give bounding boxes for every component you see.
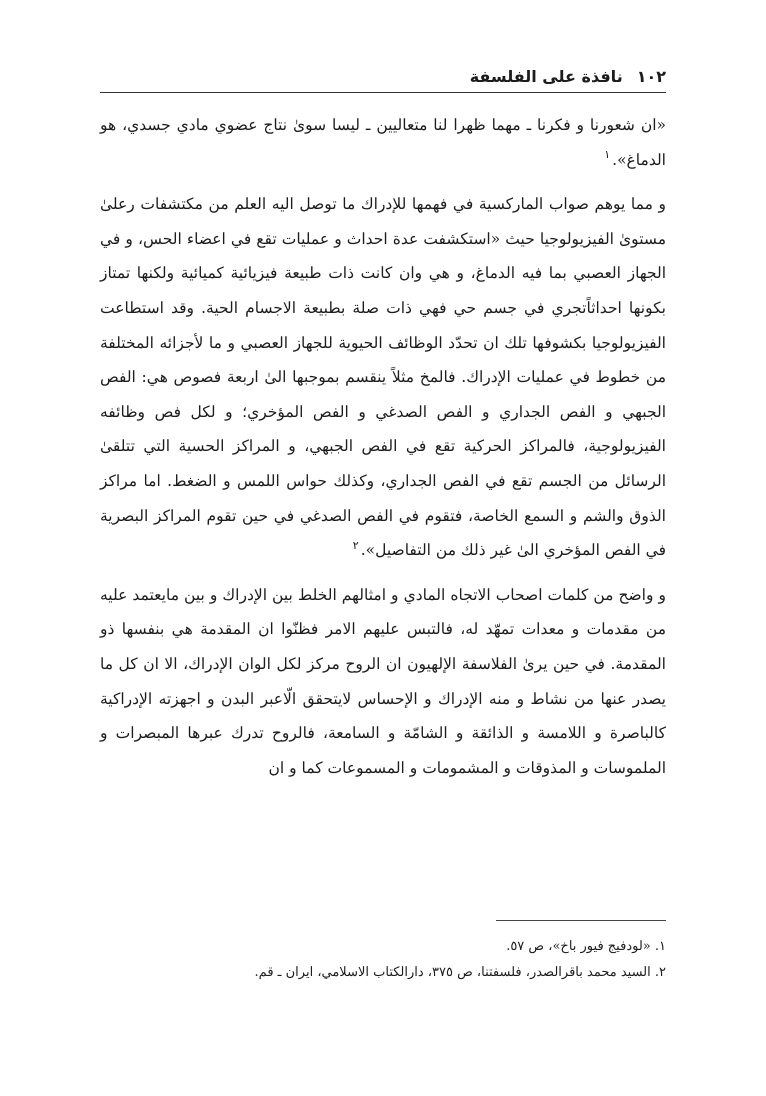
running-header	[100, 62, 666, 90]
paragraph	[100, 187, 666, 568]
footnote-marker: ١	[604, 148, 611, 162]
footnote: ٢. السيد محمد باقرالصدر، فلسفتنا، ص ٣٧٥، دارالكتاب الاسلامي، ايران ـ قم.	[254, 965, 666, 980]
paragraph	[100, 578, 666, 786]
footnote-marker: ٢	[352, 538, 359, 552]
body-text	[100, 108, 666, 795]
paragraph-text: و واضح من كلمات اصحاب الاتجاه المادي و امثالهم الخلط بين الإدراك و بين مايعتمد عليه من مقدمات و معدات تمهّد له، فالتبس عليهم الامر فظنّوا ان المقدمة هي بنفسها ذو المقدمة. في حين يرىٰ الفلاسفة الإلهيون ان الروح مركز لكل الوان الإدراك، الا ان كل ما يصدر عنها من نشاط و منه الإدراك و الإحساس لايتحقق الّاعبر البدن و اجهزته الإدراكية كالباصرة و اللامسة و الذائقة و الشامّة و السامعة، فالروح تدرك عبرها المبصرات و الملموسات و المذوقات و المشمومات و المسموعات كما و ان	[100, 585, 666, 777]
header-rule	[100, 92, 666, 93]
footnotes	[100, 934, 666, 986]
page-number: ١٠٢	[636, 66, 666, 86]
paragraph-text: «ان شعورنا و فكرنا ـ مهما ظهرا لنا متعاليين ـ ليسا سوىٰ نتاج عضوي مادي جسدي، هو الدماغ».	[100, 116, 666, 169]
footnote-rule	[496, 920, 666, 921]
book-title: نافذة على الفلسفة	[469, 66, 623, 86]
footnote: ١. «لودفيج فيور باخ»، ص ٥٧.	[506, 939, 666, 954]
paragraph-text: و مما يوهم صواب الماركسية في فهمها للإدراك ما توصل اليه العلم من مكتشفات رعلىٰ مستوىٰ الفيزيولوجيا حيث «استكشفت عدة احداث و عمليات تقع في اعضاء الحس، و في الجهاز العصبي بما فيه الدماغ، و هي وان كانت ذات طبيعة فيزيائية كميائية ولكنها تمتاز بكونها احداثاًتجري في جسم حي فهي ذات صلة بطبيعة الاجسام الحية. وقد استطاعت الفيزيولوجيا بكشوفها تلك ان تحدّد الوظائف الحيوية للجهاز العصبي و ما لأجزائه المختلفة من خطوط في عمليات الإدراك. فالمخ مثلاً ينقسم بموجبها الىٰ اربعة فصوص هي: الفص الجبهي و الفص الجداري و الفص الصدغي و الفص المؤخري؛ و لكل فص وظائفه الفيزيولوجية، فالمراكز الحركية تقع في الفص الجبهي، و المراكز الحسية التي تتلقىٰ الرسائل من الجسم تقع في الفص الجداري، وكذلك حواس اللمس و الضغط. اما مراكز الذوق والشم و السمع الخاصة، فتقوم في الفص الصدغي في حين تقوم المراكز البصرية في الفص المؤخري الىٰ غير ذلك من التفاصيل».	[100, 195, 666, 560]
paragraph-quote	[100, 108, 666, 177]
